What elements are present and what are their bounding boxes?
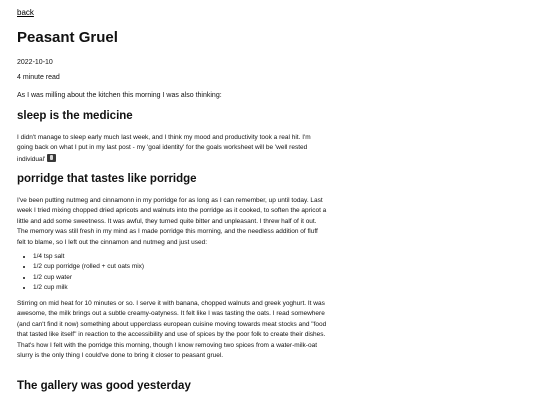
- post-date: 2022-10-10: [17, 59, 53, 66]
- sleep-paragraph-text: I didn't manage to sleep early much last week, and I think my mood and productivity took a real hit. I'm going back on what I put in my last post - my 'goal identity' for the goals worksheet will be 'well rested individual': [17, 134, 311, 163]
- section-heading-porridge: porridge that tastes like porridge: [17, 173, 197, 185]
- sleep-paragraph: [17, 133, 327, 165]
- porridge-paragraph: I've been putting nutmeg and cinnamonn in my porridge for as long as I can remember, up until today. Last week I tried mixing chopped dried apricots and walnuts into the porridge as it cooked, to soften the apricot a little and add some sweetness. It was awful, they turned quite bitter and unpleasant. I threw half of it out. The memory was still fresh in my mind as I made porridge this morning, and the needless addition of fluff felt to blame, so I left out the cinnamon and nutmeg and just used:: [17, 197, 327, 246]
- list-item: • 1/2 cup porridge (rolled + cut oats mix): [33, 262, 144, 272]
- list-item: • 1/2 cup milk: [33, 283, 144, 293]
- back-link[interactable]: back: [17, 8, 34, 17]
- sleeping-icon: [47, 154, 56, 162]
- read-time: 4 minute read: [17, 74, 60, 81]
- section-heading-gallery: The gallery was good yesterday: [17, 380, 191, 392]
- section-heading-sleep: sleep is the medicine: [17, 110, 133, 122]
- intro-text: As I was milling about the kitchen this morning I was also thinking:: [17, 92, 222, 99]
- list-item: • 1/2 cup water: [33, 273, 144, 283]
- ingredient-list: [17, 252, 144, 294]
- post-title: Peasant Gruel: [17, 29, 118, 46]
- list-item: • 1/4 tsp salt: [33, 252, 144, 262]
- stirring-paragraph: Stirring on mid heat for 10 minutes or so. I serve it with banana, chopped walnuts and greek yoghurt. It was awesome, the milk brings out a subtle creamy-oatyness. It felt like I was tasting the oats. I read somewhere (and can't find it now) something about upperclass european cuisine moving towards meat stocks and "food that tasted like itself" in reaction to the accessibility and use of spices by the poor folk to create their dishes. That's how I felt with the porridge this morning, though I know removing two spices from a water-milk-oat slurry is the only thing I could've done to bring it closer to peasant gruel.: [17, 300, 327, 360]
